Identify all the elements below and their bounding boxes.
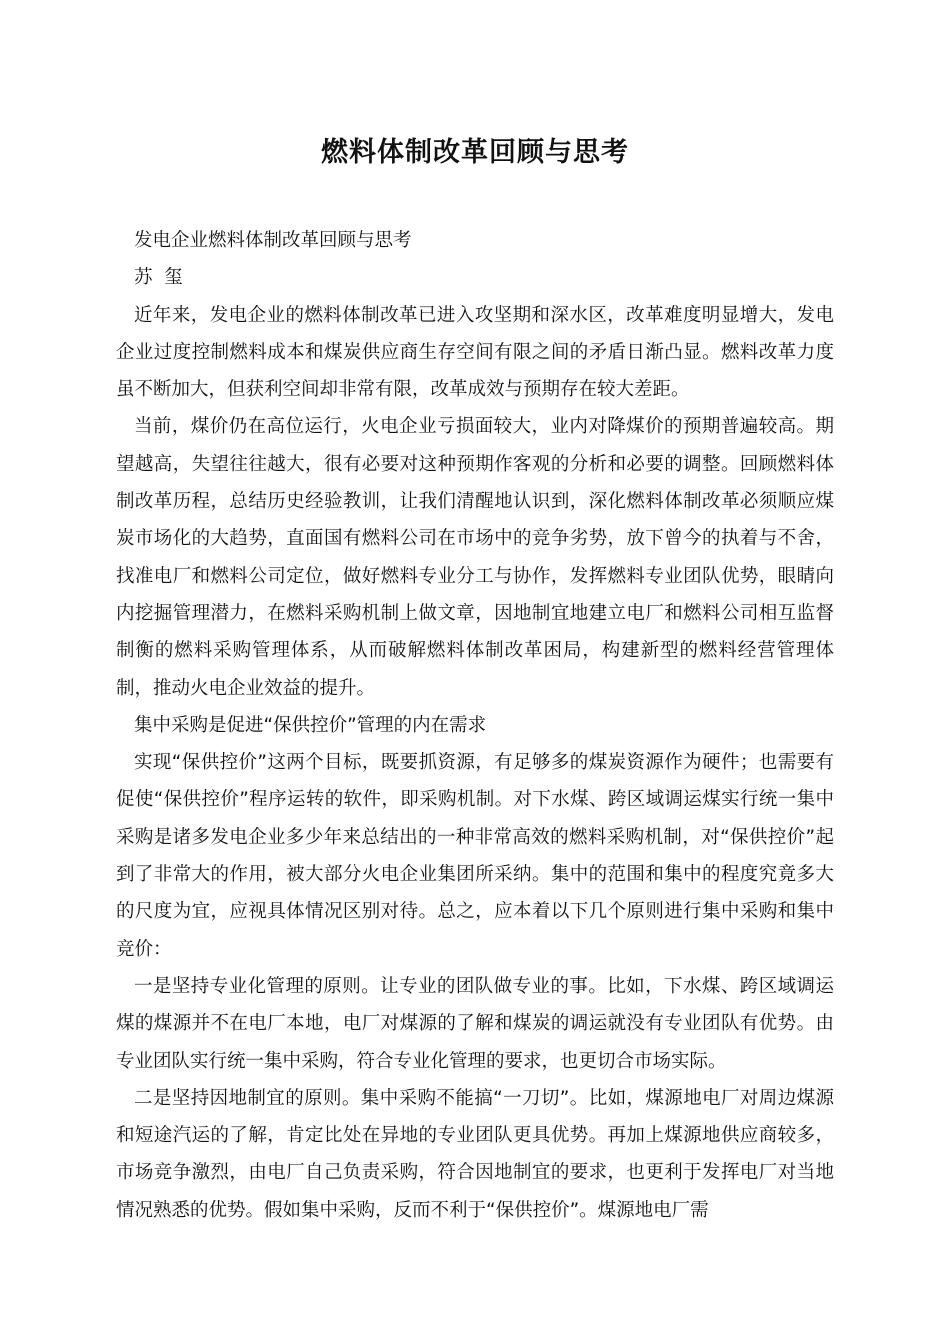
body-paragraph: 实现“保供控价”这两个目标，既要抓资源，有足够多的煤炭资源作为硬件；也需要有促使“保供控价”程序运转的软件，即采购机制。对下水煤、跨区域调运煤实行统一集中采购是诸多发电企业多少年来总结出的一种非常高效的燃料采购机制，对“保供控价”起到了非常大的作用，被大部分火电企业集团所采纳。集中的范围和集中的程度究竟多大的尺度为宜，应视具体情况区别对待。总之，应本着以下几个原则进行集中采购和集中竞价： — [116, 752, 834, 960]
document-title: 燃料体制改革回顾与思考 — [321, 137, 629, 168]
body-paragraph: 近年来，发电企业的燃料体制改革已进入攻坚期和深水区，改革难度明显增大，发电企业过度控制燃料成本和煤炭供应商生存空间有限之间的矛盾日渐凸显。燃料改革力度虽不断加大，但获利空间却非常有限，改革成效与预期存在较大差距。 — [116, 304, 834, 401]
body-paragraph: 当前，煤价仍在高位运行，火电企业亏损面较大，业内对降煤价的预期普遍较高。期望越高，失望往往越大，很有必要对这种预期作客观的分析和必要的调整。回顾燃料体制改革历程，总结历史经验教训，让我们清醒地认识到，深化燃料体制改革必须顺应煤炭市场化的大趋势，直面国有燃料公司在市场中的竞争劣势，放下曾今的执着与不舍，找准电厂和燃料公司定位，做好燃料专业分工与协作，发挥燃料专业团队优势，眼睛向内挖掘管理潜力，在燃料采购机制上做文章，因地制宜地建立电厂和燃料公司相互监督制衡的燃料采购管理体系，从而破解燃料体制改革困局，构建新型的燃料经营管理体制，推动火电企业效益的提升。 — [116, 416, 834, 699]
body-paragraph: 二是坚持因地制宜的原则。集中采购不能搞“一刀切”。比如，煤源地电厂对周边煤源和短途汽运的了解，肯定比处在异地的专业团队更具优势。再加上煤源地供应商较多，市场竞争激烈，由电厂自己负责采购，符合因地制宜的要求，也更利于发挥电厂对当地情况熟悉的优势。假如集中采购，反而不利于“保供控价”。煤源地电厂需 — [116, 1087, 834, 1221]
subtitle-paragraph: 发电企业燃料体制改革回顾与思考 — [134, 230, 412, 251]
body-paragraph: 一是坚持专业化管理的原则。让专业的团队做专业的事。比如，下水煤、跨区域调运煤的煤源并不在电厂本地，电厂对煤源的了解和煤炭的调运就没有专业团队有优势。由专业团队实行统一集中采购，符合专业化管理的要求，也更切合市场实际。 — [116, 975, 834, 1072]
document-body — [116, 222, 834, 1229]
section-heading: 集中采购是促进“保供控价”管理的内在需求 — [134, 714, 487, 736]
author-paragraph: 苏 玺 — [134, 267, 183, 289]
